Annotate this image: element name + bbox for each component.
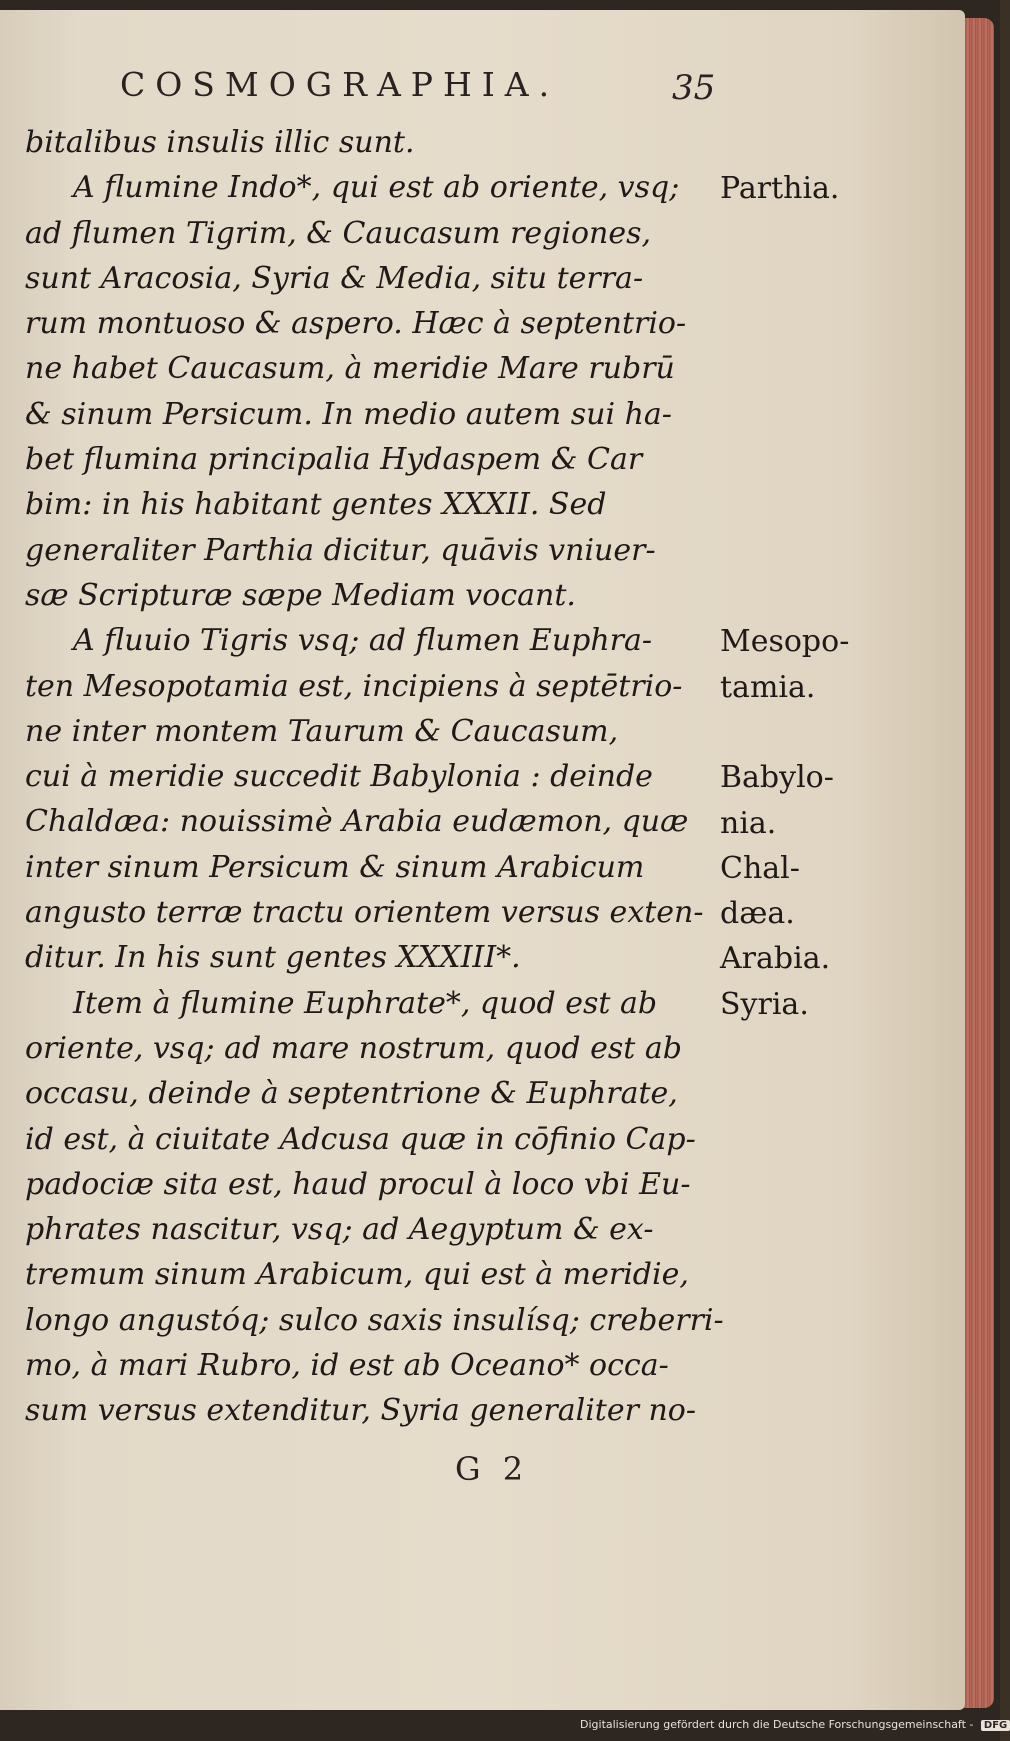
page-number: 35 <box>672 68 716 108</box>
text-line: & sinum Persicum. In medio autem sui ha- <box>25 396 672 432</box>
margin-note: Arabia. <box>720 941 831 977</box>
text-line: ditur. In his sunt gentes XXXIII*. <box>25 940 521 976</box>
text-line: padociæ sita est, haud procul à loco vbi Eu- <box>25 1166 691 1202</box>
text-line: generaliter Parthia dicitur, quāvis vniuer- <box>25 532 656 568</box>
text-line: bitalibus insulis illic sunt. <box>25 125 415 160</box>
book-page <box>0 10 965 1710</box>
margin-note: Syria. <box>720 986 809 1022</box>
text-line: inter sinum Persicum & sinum Arabicum <box>25 849 645 885</box>
text-line: ten Mesopotamia est, incipiens à septētrio- <box>25 668 683 704</box>
text-line: ne inter montem Taurum & Caucasum, <box>25 713 619 749</box>
text-line: Item à flumine Euphrate*, quod est ab <box>73 985 658 1021</box>
text-line: bim: in his habitant gentes XXXII. Sed <box>25 487 607 523</box>
text-line: cui à meridie succedit Babylonia : deinde <box>25 759 653 795</box>
text-line: rum montuoso & aspero. Hæc à septentrio- <box>25 306 687 342</box>
digitization-credit <box>580 1718 1008 1731</box>
dfg-logo: DFG <box>981 1720 1010 1731</box>
margin-note: Parthia. <box>720 171 840 207</box>
body-text <box>25 120 724 1434</box>
margin-note: Babylo- <box>720 760 834 796</box>
text-line: phrates nascitur, vsq; ad Aegyptum & ex- <box>25 1212 654 1248</box>
running-head: COSMOGRAPHIA. <box>120 65 560 104</box>
text-line: ad flumen Tigrim, & Caucasum regiones, <box>25 215 652 251</box>
text-line: longo angustóq; sulco saxis insulísq; creberri- <box>25 1302 724 1338</box>
margin-note: tamia. <box>720 669 816 705</box>
text-line: bet flumina principalia Hydaspem & Car <box>25 442 643 478</box>
margin-note: nia. <box>720 805 777 841</box>
text-line: sum versus extenditur, Syria generaliter no- <box>25 1393 697 1429</box>
text-line: id est, à ciuitate Adcusa quæ in cōfinio Cap- <box>25 1121 696 1157</box>
text-line: sæ Scripturæ sæpe Mediam vocant. <box>25 577 576 613</box>
signature-mark: G 2 <box>455 1450 530 1488</box>
text-line: ne habet Caucasum, à meridie Mare rubrū <box>25 351 675 387</box>
text-line: tremum sinum Arabicum, qui est à meridie, <box>25 1257 689 1293</box>
margin-note: Chal- <box>720 850 800 886</box>
credit-text: Digitalisierung gefördert durch die Deutsche Forschungsgemeinschaft - <box>580 1718 974 1731</box>
text-line: mo, à mari Rubro, id est ab Oceano* occa- <box>25 1348 669 1384</box>
margin-note: Mesopo- <box>720 624 850 660</box>
text-line: Chaldæa: nouissimè Arabia eudæmon, quæ <box>25 804 689 840</box>
text-line: angusto terræ tractu orientem versus exten- <box>25 895 704 931</box>
text-line: A flumine Indo*, qui est ab oriente, vsq; <box>73 170 680 206</box>
text-line: occasu, deinde à septentrione & Euphrate, <box>25 1076 678 1112</box>
text-line: oriente, vsq; ad mare nostrum, quod est ab <box>25 1030 682 1066</box>
text-line: sunt Aracosia, Syria & Media, situ terra- <box>25 260 644 296</box>
text-line: A fluuio Tigris vsq; ad flumen Euphra- <box>73 623 653 659</box>
margin-note: dæa. <box>720 896 795 932</box>
